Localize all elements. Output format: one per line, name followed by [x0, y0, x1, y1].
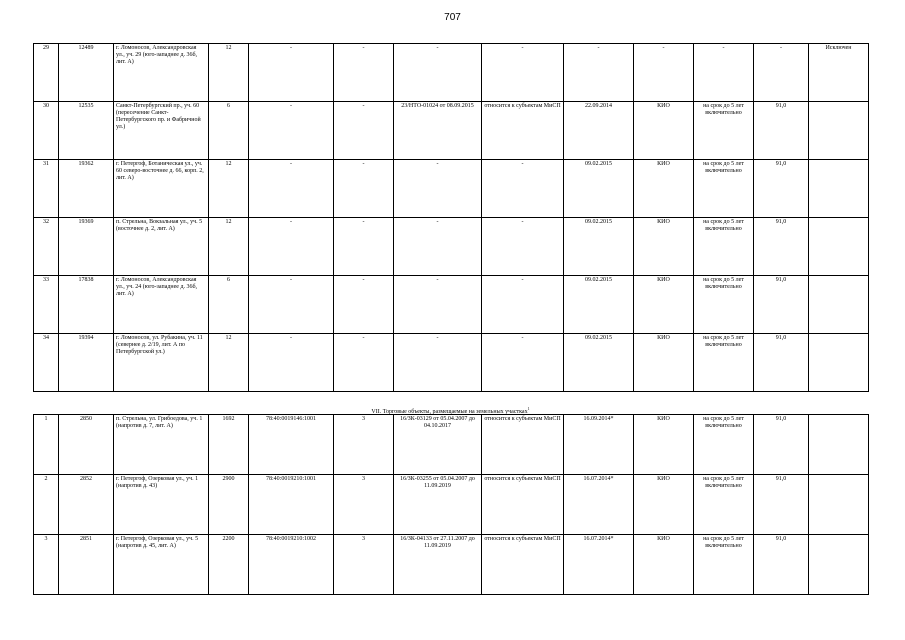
cell-cadastre: - — [249, 160, 334, 218]
cell-number: 3 — [34, 535, 59, 595]
cell-contract: - — [394, 276, 482, 334]
cell-area: 12 — [209, 218, 249, 276]
cell-address: п. Стрельна, ул. Грибоедова, уч. 1 (напротив д. 7, лит. А) — [114, 415, 209, 475]
cell-col10: КИО — [634, 102, 694, 160]
cell-address: г. Ломоносов, Александровская ул., уч. 29 (юго-западнее д. 36б, лит. А) — [114, 44, 209, 102]
cell-term: на срок до 5 лет включительно — [694, 276, 754, 334]
table-row — [34, 415, 869, 475]
cell-term: на срок до 5 лет включительно — [694, 102, 754, 160]
cell-date: 16.07.2014* — [564, 475, 634, 535]
cell-col10: КИО — [634, 475, 694, 535]
cell-note — [809, 535, 869, 595]
cell-address: г. Ломоносов, ул. Рубакина, уч. 11 (севернее д. 2/19, лит. А по Петербургской ул.) — [114, 334, 209, 392]
cell-col12: 91,0 — [754, 102, 809, 160]
cell-col12: 91,0 — [754, 475, 809, 535]
cell-number: 1 — [34, 415, 59, 475]
cell-cadastre: - — [249, 276, 334, 334]
cell-address: г. Петергоф, Озерковая ул., уч. 1 (напротив д. 43) — [114, 475, 209, 535]
cell-col12: 91,0 — [754, 276, 809, 334]
table-row — [34, 102, 869, 160]
cell-col12: 91,0 — [754, 535, 809, 595]
cell-term: на срок до 5 лет включительно — [694, 160, 754, 218]
cell-cadastre: - — [249, 218, 334, 276]
cell-term: на срок до 5 лет включительно — [694, 475, 754, 535]
cell-number: 2 — [34, 475, 59, 535]
cell-col8: относится к субъектам МиСП — [482, 415, 564, 475]
cell-col8: - — [482, 218, 564, 276]
cell-col6: - — [334, 276, 394, 334]
cell-term: на срок до 5 лет включительно — [694, 218, 754, 276]
cell-note: Исключен — [809, 44, 869, 102]
cell-number: 30 — [34, 102, 59, 160]
cell-id: 12489 — [59, 44, 114, 102]
cell-col6: 3 — [334, 475, 394, 535]
cell-number: 32 — [34, 218, 59, 276]
cell-cadastre: - — [249, 334, 334, 392]
cell-date: 09.02.2015 — [564, 160, 634, 218]
cell-col6: - — [334, 334, 394, 392]
cell-col6: - — [334, 160, 394, 218]
cell-area: 2900 — [209, 475, 249, 535]
cell-id: 19394 — [59, 334, 114, 392]
cell-note — [809, 415, 869, 475]
cell-number: 33 — [34, 276, 59, 334]
cell-col10: КИО — [634, 334, 694, 392]
cell-col8: относится к субъектам МиСП — [482, 535, 564, 595]
cell-contract: - — [394, 334, 482, 392]
cell-area: 6 — [209, 102, 249, 160]
cell-id: 12535 — [59, 102, 114, 160]
cell-area: 6 — [209, 276, 249, 334]
cell-id: 2852 — [59, 475, 114, 535]
page-number: 707 — [444, 12, 461, 23]
cell-col12: 91,0 — [754, 218, 809, 276]
cell-number: 29 — [34, 44, 59, 102]
cell-col6: 3 — [334, 415, 394, 475]
cell-term: на срок до 5 лет включительно — [694, 334, 754, 392]
cell-col6: - — [334, 218, 394, 276]
cell-id: 2851 — [59, 535, 114, 595]
table-row — [34, 475, 869, 535]
table-row — [34, 160, 869, 218]
cell-address: п. Стрельна, Вокзальная ул., уч. 5 (восточнее д. 2, лит. А) — [114, 218, 209, 276]
cell-col8: - — [482, 44, 564, 102]
table-row — [34, 44, 869, 102]
cell-date: 16.07.2014* — [564, 535, 634, 595]
cell-note — [809, 218, 869, 276]
cell-id: 19362 — [59, 160, 114, 218]
cell-col12: 91,0 — [754, 160, 809, 218]
cell-contract: - — [394, 44, 482, 102]
cell-note — [809, 334, 869, 392]
cell-address: г. Ломоносов, Александровская ул., уч. 24 (юго-западнее д. 36б, лит. А) — [114, 276, 209, 334]
cell-date: 09.02.2015 — [564, 334, 634, 392]
cell-col12: 91,0 — [754, 334, 809, 392]
cell-number: 34 — [34, 334, 59, 392]
cell-col6: - — [334, 44, 394, 102]
cell-col12: - — [754, 44, 809, 102]
cell-col8: - — [482, 276, 564, 334]
cell-contract: 16/ЗК-03255 от 05.04.2007 до 11.09.2019 — [394, 475, 482, 535]
cell-term: на срок до 5 лет включительно — [694, 535, 754, 595]
cell-area: 12 — [209, 334, 249, 392]
cell-date: - — [564, 44, 634, 102]
cell-note — [809, 475, 869, 535]
cell-area: 1692 — [209, 415, 249, 475]
cell-address: г. Петергоф, Озерковая ул., уч. 5 (напротив д. 45, лит. А) — [114, 535, 209, 595]
cell-col10: КИО — [634, 218, 694, 276]
cell-note — [809, 160, 869, 218]
cell-date: 16.09.2014* — [564, 415, 634, 475]
cell-col8: - — [482, 334, 564, 392]
cell-number: 31 — [34, 160, 59, 218]
cell-note — [809, 102, 869, 160]
cell-address: г. Петергоф, Ботаническая ул., уч. 60 северо-восточнее д. 66, корп. 2, лит. А) — [114, 160, 209, 218]
cell-cadastre: 78:40:0019210:1002 — [249, 535, 334, 595]
cell-cadastre: - — [249, 102, 334, 160]
cell-date: 09.02.2015 — [564, 218, 634, 276]
cell-note — [809, 276, 869, 334]
cell-col10: КИО — [634, 160, 694, 218]
cell-contract: 16/ЗК-04133 от 27.11.2007 до 11.09.2019 — [394, 535, 482, 595]
cell-id: 17838 — [59, 276, 114, 334]
table-row — [34, 334, 869, 392]
cell-date: 09.02.2015 — [564, 276, 634, 334]
cell-contract: 16/ЗК-03129 от 05.04.2007 до 04.10.2017 — [394, 415, 482, 475]
cell-area: 2200 — [209, 535, 249, 595]
upper-table — [33, 43, 869, 392]
cell-area: 12 — [209, 44, 249, 102]
cell-address: Санкт-Петербургский пр., уч. 60 (пересечение Санкт-Петербургского пр. и Фабричной ул.) — [114, 102, 209, 160]
section-heading-mark: 1 — [527, 406, 530, 411]
cell-term: на срок до 5 лет включительно — [694, 415, 754, 475]
cell-col8: относится к субъектам МиСП — [482, 102, 564, 160]
cell-id: 19369 — [59, 218, 114, 276]
cell-col6: - — [334, 102, 394, 160]
cell-contract: 23/НТО-01024 от 08.09.2015 — [394, 102, 482, 160]
cell-contract: - — [394, 160, 482, 218]
table-row — [34, 218, 869, 276]
cell-col8: относится к субъектам МиСП — [482, 475, 564, 535]
cell-cadastre: 78:40:0019146:1001 — [249, 415, 334, 475]
cell-cadastre: - — [249, 44, 334, 102]
cell-col10: КИО — [634, 415, 694, 475]
cell-col12: 91,0 — [754, 415, 809, 475]
table-row — [34, 276, 869, 334]
cell-id: 2850 — [59, 415, 114, 475]
cell-col8: - — [482, 160, 564, 218]
cell-col6: 3 — [334, 535, 394, 595]
cell-col10: КИО — [634, 276, 694, 334]
cell-col10: КИО — [634, 535, 694, 595]
cell-date: 22.09.2014 — [564, 102, 634, 160]
section-heading-text: VII. Торговые объекты, размещаемые на земельных участках — [371, 409, 528, 415]
cell-cadastre: 78:40:0019210:1001 — [249, 475, 334, 535]
lower-table — [33, 414, 869, 595]
cell-area: 12 — [209, 160, 249, 218]
cell-col10: - — [634, 44, 694, 102]
cell-contract: - — [394, 218, 482, 276]
table-row — [34, 535, 869, 595]
cell-term: - — [694, 44, 754, 102]
